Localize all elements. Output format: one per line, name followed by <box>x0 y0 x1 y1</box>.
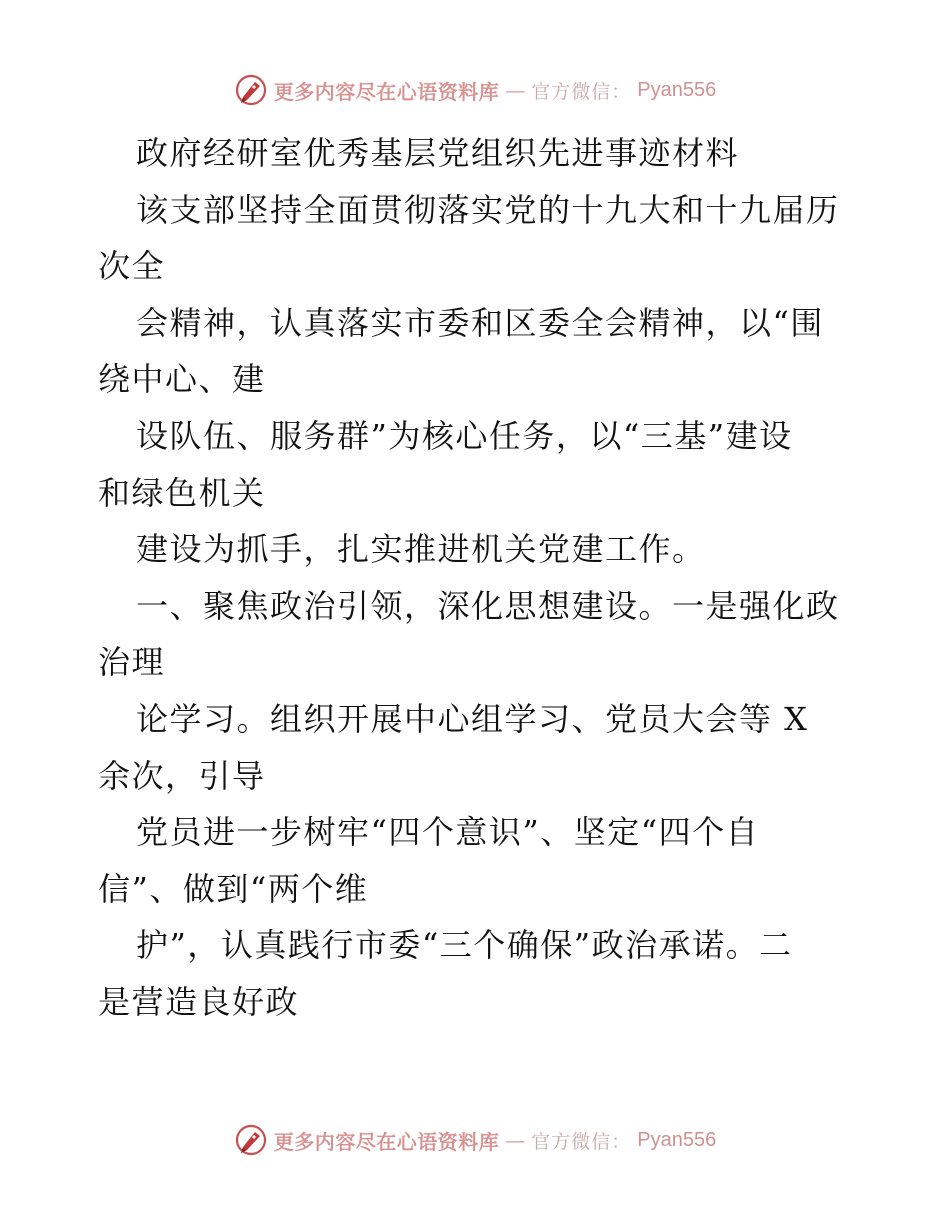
text-line: 次全 <box>98 247 166 286</box>
text-line: 论学习。组织开展中心组学习、党员大会等 X <box>136 699 809 738</box>
banner-separator: — <box>505 78 526 102</box>
text-line: 该支部坚持全面贯彻落实党的十九大和十九届历 <box>136 190 840 229</box>
text-line: 是营造良好政 <box>98 982 300 1021</box>
text-line: 余次，引导 <box>98 756 266 795</box>
text-line: 设队伍、服务群”为核心任务，以“三基”建设 <box>136 416 793 455</box>
header-banner <box>0 70 950 110</box>
header-banner-content <box>234 73 716 107</box>
text-line: 政府经研室优秀基层党组织先进事迹材料 <box>136 134 740 172</box>
text-line: 信”、做到“两个维 <box>98 869 369 908</box>
footer-banner-content <box>234 1123 716 1157</box>
document-body <box>98 125 858 1031</box>
banner-main-text: 更多内容尽在心语资料库 <box>273 1129 500 1154</box>
text-line: 建设为抓手，扎实推进机关党建工作。 <box>136 530 706 569</box>
banner-wechat-label: 官方微信： <box>531 80 632 103</box>
footer-banner <box>0 1120 950 1160</box>
text-line: 治理 <box>98 643 166 682</box>
pen-nib-logo-icon <box>234 1123 268 1157</box>
text-line: 会精神，认真落实市委和区委全会精神，以“围 <box>136 303 824 342</box>
text-line: 绕中心、建 <box>98 360 266 399</box>
text-line: 一、聚焦政治引领，深化思想建设。一是强化政 <box>136 586 840 625</box>
banner-main-text: 更多内容尽在心语资料库 <box>273 79 500 104</box>
text-line: 护”，认真践行市委“三个确保”政治承诺。二 <box>136 926 793 965</box>
banner-wechat-id: Pyan556 <box>637 1128 717 1151</box>
text-line: 和绿色机关 <box>98 473 266 512</box>
banner-wechat-label: 官方微信： <box>531 1130 632 1153</box>
banner-separator: — <box>505 1128 526 1152</box>
banner-wechat-id: Pyan556 <box>637 78 717 101</box>
pen-nib-logo-icon <box>234 73 268 107</box>
text-line: 党员进一步树牢“四个意识”、坚定“四个自 <box>136 813 760 852</box>
